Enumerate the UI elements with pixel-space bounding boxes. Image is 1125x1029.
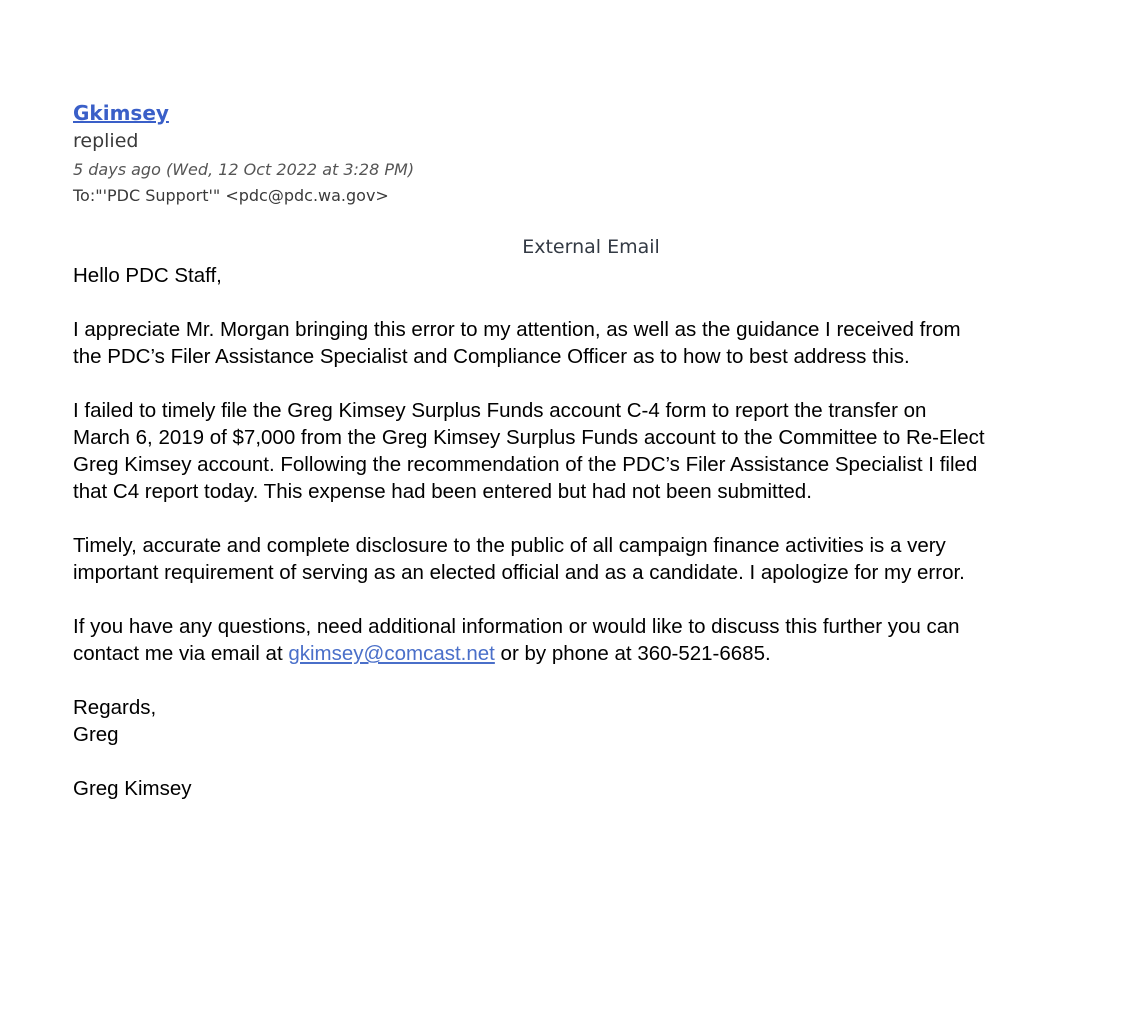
greeting: [73, 262, 1113, 289]
message-timestamp: 5 days ago (Wed, 12 Oct 2022 at 3:28 PM): [73, 160, 415, 179]
message-body: [73, 262, 1113, 829]
contact-suffix: or by phone at 360-521-6685.: [494, 642, 771, 665]
paragraph-line: Greg Kimsey account. Following the recommendation of the PDC’s Filer Assistance Specialist I filed: [73, 453, 978, 476]
sender-name-link[interactable]: Gkimsey: [73, 101, 169, 125]
paragraph-4: [73, 613, 1113, 667]
external-email-banner: External Email: [522, 236, 660, 258]
paragraph-line: that C4 report today. This expense had been entered but had not been submitted.: [73, 480, 812, 503]
email-link[interactable]: gkimsey@comcast.net: [288, 642, 495, 665]
paragraph-line: If you have any questions, need additional information or would like to discuss this further you can: [73, 615, 960, 638]
paragraph-line: I appreciate Mr. Morgan bringing this error to my attention, as well as the guidance I received from: [73, 318, 961, 341]
paragraph-3: [73, 532, 1113, 586]
closing-text: Regards,: [73, 696, 157, 719]
closing-block: [73, 694, 1113, 748]
short-name: Greg: [73, 723, 119, 746]
greeting-text: Hello PDC Staff,: [73, 264, 222, 287]
signature-block: [73, 775, 1113, 802]
paragraph-line: Timely, accurate and complete disclosure to the public of all campaign finance activities is a very: [73, 534, 946, 557]
paragraph-line: the PDC’s Filer Assistance Specialist and Compliance Officer as to how to best address this.: [73, 345, 910, 368]
contact-prefix: contact me via email at: [73, 642, 289, 665]
message-header: [73, 100, 1073, 209]
paragraph-line: important requirement of serving as an elected official and as a candidate. I apologize for my error.: [73, 561, 965, 584]
reply-action-label: replied: [73, 130, 139, 152]
paragraph-line: I failed to timely file the Greg Kimsey Surplus Funds account C-4 form to report the transfer on: [73, 399, 927, 422]
paragraph-1: [73, 316, 1113, 370]
recipient-line: To:"'PDC Support'" <pdc@pdc.wa.gov>: [73, 186, 389, 205]
paragraph-line: March 6, 2019 of $7,000 from the Greg Kimsey Surplus Funds account to the Committee to Re-Elect: [73, 426, 985, 449]
signature-name: Greg Kimsey: [73, 777, 192, 800]
contact-line: [73, 640, 1113, 667]
paragraph-2: [73, 397, 1113, 505]
